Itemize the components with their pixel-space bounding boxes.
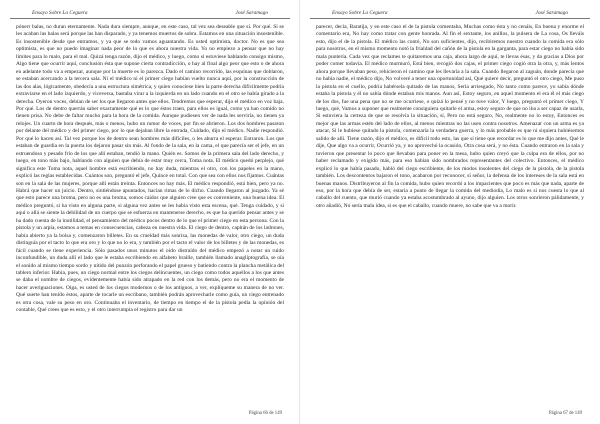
left-page-number: Página 66 de 149: [248, 411, 282, 416]
left-running-head: [10, 10, 290, 19]
right-page: [300, 0, 600, 424]
right-page-number: Página 67 de 149: [548, 411, 582, 416]
left-header-title: Ensayo Sobre La Ceguera: [32, 10, 88, 16]
right-running-head: [310, 10, 590, 19]
left-body-text: pónerr balas, no duran eternamente. Nada dura siempre, aunque, en este caso, tal vez sea deseable que sí. Por qué. Si se les acaban las balas será porque las han disparado, y ya tenemos muertos de sobra. Estamos en una situación insostenible. Es insostenible desde que entramos, y ya que se todo vamos aguantando. Es usted optimista, doctor. No es que sea optimista, es que no puedo imaginar nada peor de lo que es ahora nuestra vida. Yo no empiezo a pensar que no hay límites para lo malo, para el mal. Quizá tenga razón, dijo el médico, y luego, como si estuviese hablando consigo mismo, Algo tiene que ocurrir aquí, conclusión ésta que supone cierta contradicción, o hay al final algo peor que esto o de ahora en adelante todo va a empezar, aunque por la muerte es lo parezca. Dado el camino recorrido, las esquinas que doblaron, se estaban acercando a la tercera sala. Ni el médico ni el primer ciego habían vuelto nunca aquí, por la construcción de las dos alas, lógicamente, obedecía a una estructura simétrica, y quien conociese bien la parte derecha difícilmente podría extraviarse en el lado izquierdo, y viceversa, bastaba virar a la izquierda en un lado cuando en el otro se había girado a la derecha. Oyeron voces, debían de ser los que llegaron antes que ellos. Tendremos que esperar, dijo el médico en voz baja. Por qué. Los de dentro querrán saber exactamente qué es lo que éstos traen, para ellos es igual, como ya han comido no tienen prisa. No debe de faltar mucho para la hora de la comida. Aunque pudiesen ver de nada les serviría, no tienen ya relojes. Un cuarto de hora después, más o menos, hubo un rumor de voces, por fin se abrieron. Los dos hombres pasaron por delante del médico y del primer ciego, por lo que dejaban libre la entrada, Cuidado, dijo el médico. Nadie respondió. Por qué lo hacen así. Tal vez porque los de dentro sean hombres más difíciles, o les aburra el esperar. Entraron. Los que estaban de guardia en la puerta los dejaron pasar sin más. Al fondo de la sala, en la cama, el que parecía ser el jefe, en un estruendoso y pesado frío de los que allí estaban, tendió la mano. Quién es. Somos de la primera sala del lado derecho, y luego, en tono más bajo, hablando con alguien que debía de estar muy cerca, Toma nota. El médico quedó perplejo, qué significa este Toma nota, aquel hombre está escribiendo, no hay duda, mientras el otro, con los papeles en la mano, explicó las reglas establecidas. Cuántos son, preguntó el jefe, Quince en total. Con que sea con ellos nos fijamos. Cuántas son en la sala de las mujeres, porque allí están treinta. Entonces no hay más. El médico respondió, está bien, pero ya no. Habrá que hacer un juicio. Dentro, sintiéndose apuntados, hacían rimas de lo dicho. Cuando llegaron al juzgado. Ya sé que esto parece una broma, pero no es una broma, somos caídos que alguien cree que es conveniente, una buena idea. El médico preguntó, si ha visto en alguna parte, si alguna vez antes se les había visto esta escena, qué. Tenga cuidado, y si aquí o allá se siente la debilidad de un cuerpo que se esfuerza en mantenerse derecho, es que ha querido pensar antes y se ha dado cuenta de la inutilidad, el pensamiento del médico pocos dentro de lo que el primer ciego en esta persona. Con la pistola y un arpía, estamos a temas en consecuencias, cabeza en nuestra vida. El ciego de dentro, capitán de los ladrones, había abierto ya la bolsa y, comenzaron billetes. En su crueldad más sonrisa, las monedas de valor, otro ciego, un duda distinguía por el tacto lo que era oro y lo que no lo era, y también por el tacto el valor de los billetes y de las monedas, es fácil cuando se tiene experiencia. Sólo pasados unos minutos el oído distraído del médico empezó a notar un ruido inconfundible, un duda allí el lado que le estaba escribiendo en alfabeto braille, también llamado anaglíptografía, se oía el sonido al mismo tiempo sordo y nítido del punzón perforando el papel grueso y batiendo contra la plancha metálica del tablero inferior. Había, pues, un ciego normal entre los ciegos delincuentes, un ciego como todos aquellos a los que antes se daba el nombre de ciegos, evidentemente había sido atrapado en la red con los demás, pero no era el momento de hacer averiguaciones. Oiga, es usted de los ciegos modernos o de los antiguos, a ver, explíqueme su manera de no ver. Qué suerte han tenido éstos, aparte de tocarle un escribano, también podrán aprovecharle como guía, un ciego entrenado es otra cosa, vale su peso en oro. Continuaba el inventario, de tiempo en tiempo el de la pistola pedía la opinión del contable, Qué crees que es esto, y el otro interrumpía el registro para dar un: [16, 24, 284, 314]
left-header-author: José Saramago: [235, 10, 268, 16]
right-header-author: José Saramago: [535, 10, 568, 16]
right-header-title: Ensayo Sobre La Ceguera: [332, 10, 388, 16]
right-body-text: parecer, decía, Baratija, y en este caso el de la pistola comentaba, Muchas como ésta y no cenáis, En buena y enorme el comentario era, No hay como tratar con gente honrada. Al fin el sextante, los anillos, la pulsera de La cosa, Os lleváis esto, dijo el de la pistola. El médico las contó, No son suficientes, dijo, recibiremos nuestro cuando la comida era sólo para nosotros, en el mismo momento notó la frialdad del cañón de la pistola en la garganta, para estar ciego no había sido mala puntería. Cada vez que reclames te quitaremos una caja, ahora largo de aquí, te llevas ésas, y da gracias a Dios por poder comer todavía. El médico murmuró, Está bien, recogió dos cajas, el primer ciego cogió otra la otra, y, más lentos ahora porque llevaban peso, rehicieron el camino que les llevaría a la sala. Cuando llegaron al zaguán, donde parecía que no había nadie, el médico dijo, No volveré a tener una oportunidad así, Qué quiere decir, preguntó el otro ciego, Me puso la pistola en el cuello, podría habérsela quitado de las manos, Sería arriesgado, No tanto como parece, yo sabía dónde estaba la pistola y él no sabía dónde estaban mis manos. Aun así, Estoy seguro, en aquel momento el era él el más ciego de los dos, fue una pena que no se me ocurriese, o quizá lo pensé y no tuve valor, Y luego, preguntó el primer ciego, Y luego, qué, Vamos a suponer que realmente consiguiera quitarle el arma, estoy seguro de que no iba a ser capaz de usarla, Si estuviera la certeza de que se resolvía la situación, sí, Pero no está seguro, No, realmente no lo estoy, Entonces es mejor que las armas estén del lado de ellos, al menos mientras no las usen contra nosotros. Amenazar con un arma es ya atacar, Si le hubiese quitado la pistola, comenzaría la verdadera guerra, y lo más probable es que ni siquiera hubiésemos salido de allí. Tiene razón, dijo el médico, es difícil todo esto, las que sí tiene que recordar es lo que me dijo antes, Qué le dije, Que algo va a ocurrir, Ocurrió ya, y no aprovechó la ocasión, Otra cosa será, y no ésta. Cuando entraron en la sala y tuvieron que presentar lo poco que llevaban para poner en la mesa, hubo quien creyó que la culpa era de ellos, por no haber reclamado y exigido más, para eso habían sido nombrados representantes del colectivo. Entonces, el médico explicó lo que había pasado, habló del ciego escribiente, de los modos insolentes del ciego de la pistola, de la pistola también. Los descontentos bajaron el tono, acabaron por reconocer, sí señor, la defensa de los intereses de la sala está en buenas manos. Distribuyeron al fin la comida, hubo quien recordó a los impacientes que poco es más que nada, aparte de eso, por la hora que debía de ser, estaría a punto de llegar la comida del mediodía, Lo malo es si nos cuesta lo que al caballo del cuento, que murió cuando ya estaba acostumbrado al ayuno, dijo alguien. Los otros sonrieron pálidamente, y otro añadió, No sería mala idea, si es que el caballo, cuando muere, no sabe que va a morir.: [316, 24, 584, 209]
